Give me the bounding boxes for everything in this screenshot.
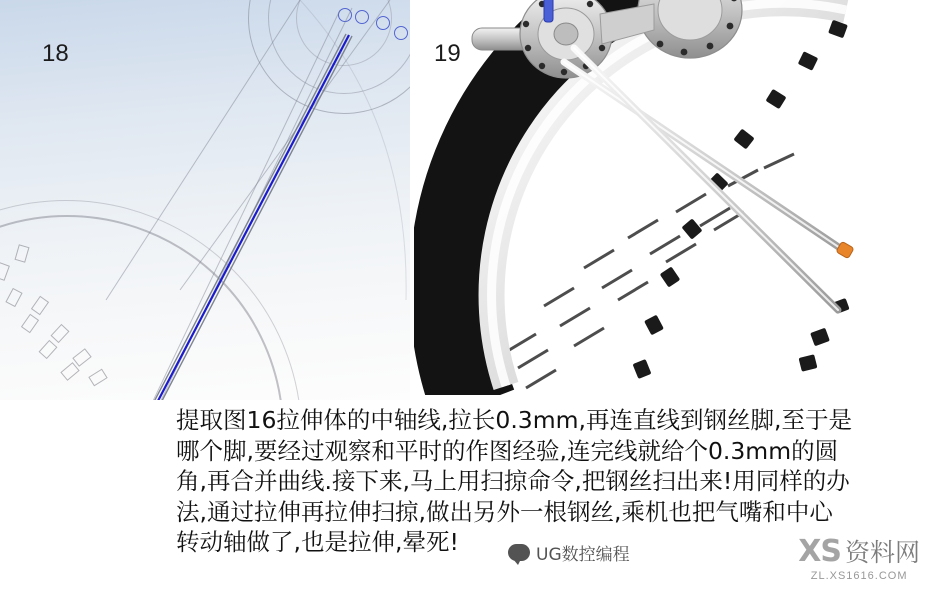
caption-line: 角,再合并曲线.接下来,马上用扫掠命令,把钢丝扫出来!用同样的办 <box>176 467 850 495</box>
wechat-watermark-text: UG数控编程 <box>536 545 630 565</box>
caption-line: 法,通过拉伸再拉伸扫掠,做出另外一根钢丝,乘机也把气嘴和中心 <box>176 497 833 526</box>
figure-19 <box>412 0 928 395</box>
caption-line: 提取图16拉伸体的中轴线,拉长0.3mm,再连直线到钢丝脚,至于是 <box>176 406 852 434</box>
site-watermark-brand-cn: 资料网 <box>844 538 920 567</box>
site-watermark-brand-latin: XS <box>798 534 841 569</box>
caption-line: 转动轴做了,也是拉伸,晕死! <box>176 528 459 556</box>
site-watermark-url: ZL.XS1616.COM <box>810 570 908 582</box>
wechat-icon <box>508 544 530 561</box>
figure-18 <box>0 0 410 400</box>
site-watermark <box>798 533 920 582</box>
figure-18-label: 18 <box>42 40 69 67</box>
wechat-watermark <box>508 540 630 565</box>
caption-line: 哪个脚,要经过观察和平时的作图经验,连完线就给个0.3mm的圆 <box>176 436 839 465</box>
figure-19-geometry <box>414 0 928 395</box>
figure-19-label: 19 <box>434 40 461 67</box>
